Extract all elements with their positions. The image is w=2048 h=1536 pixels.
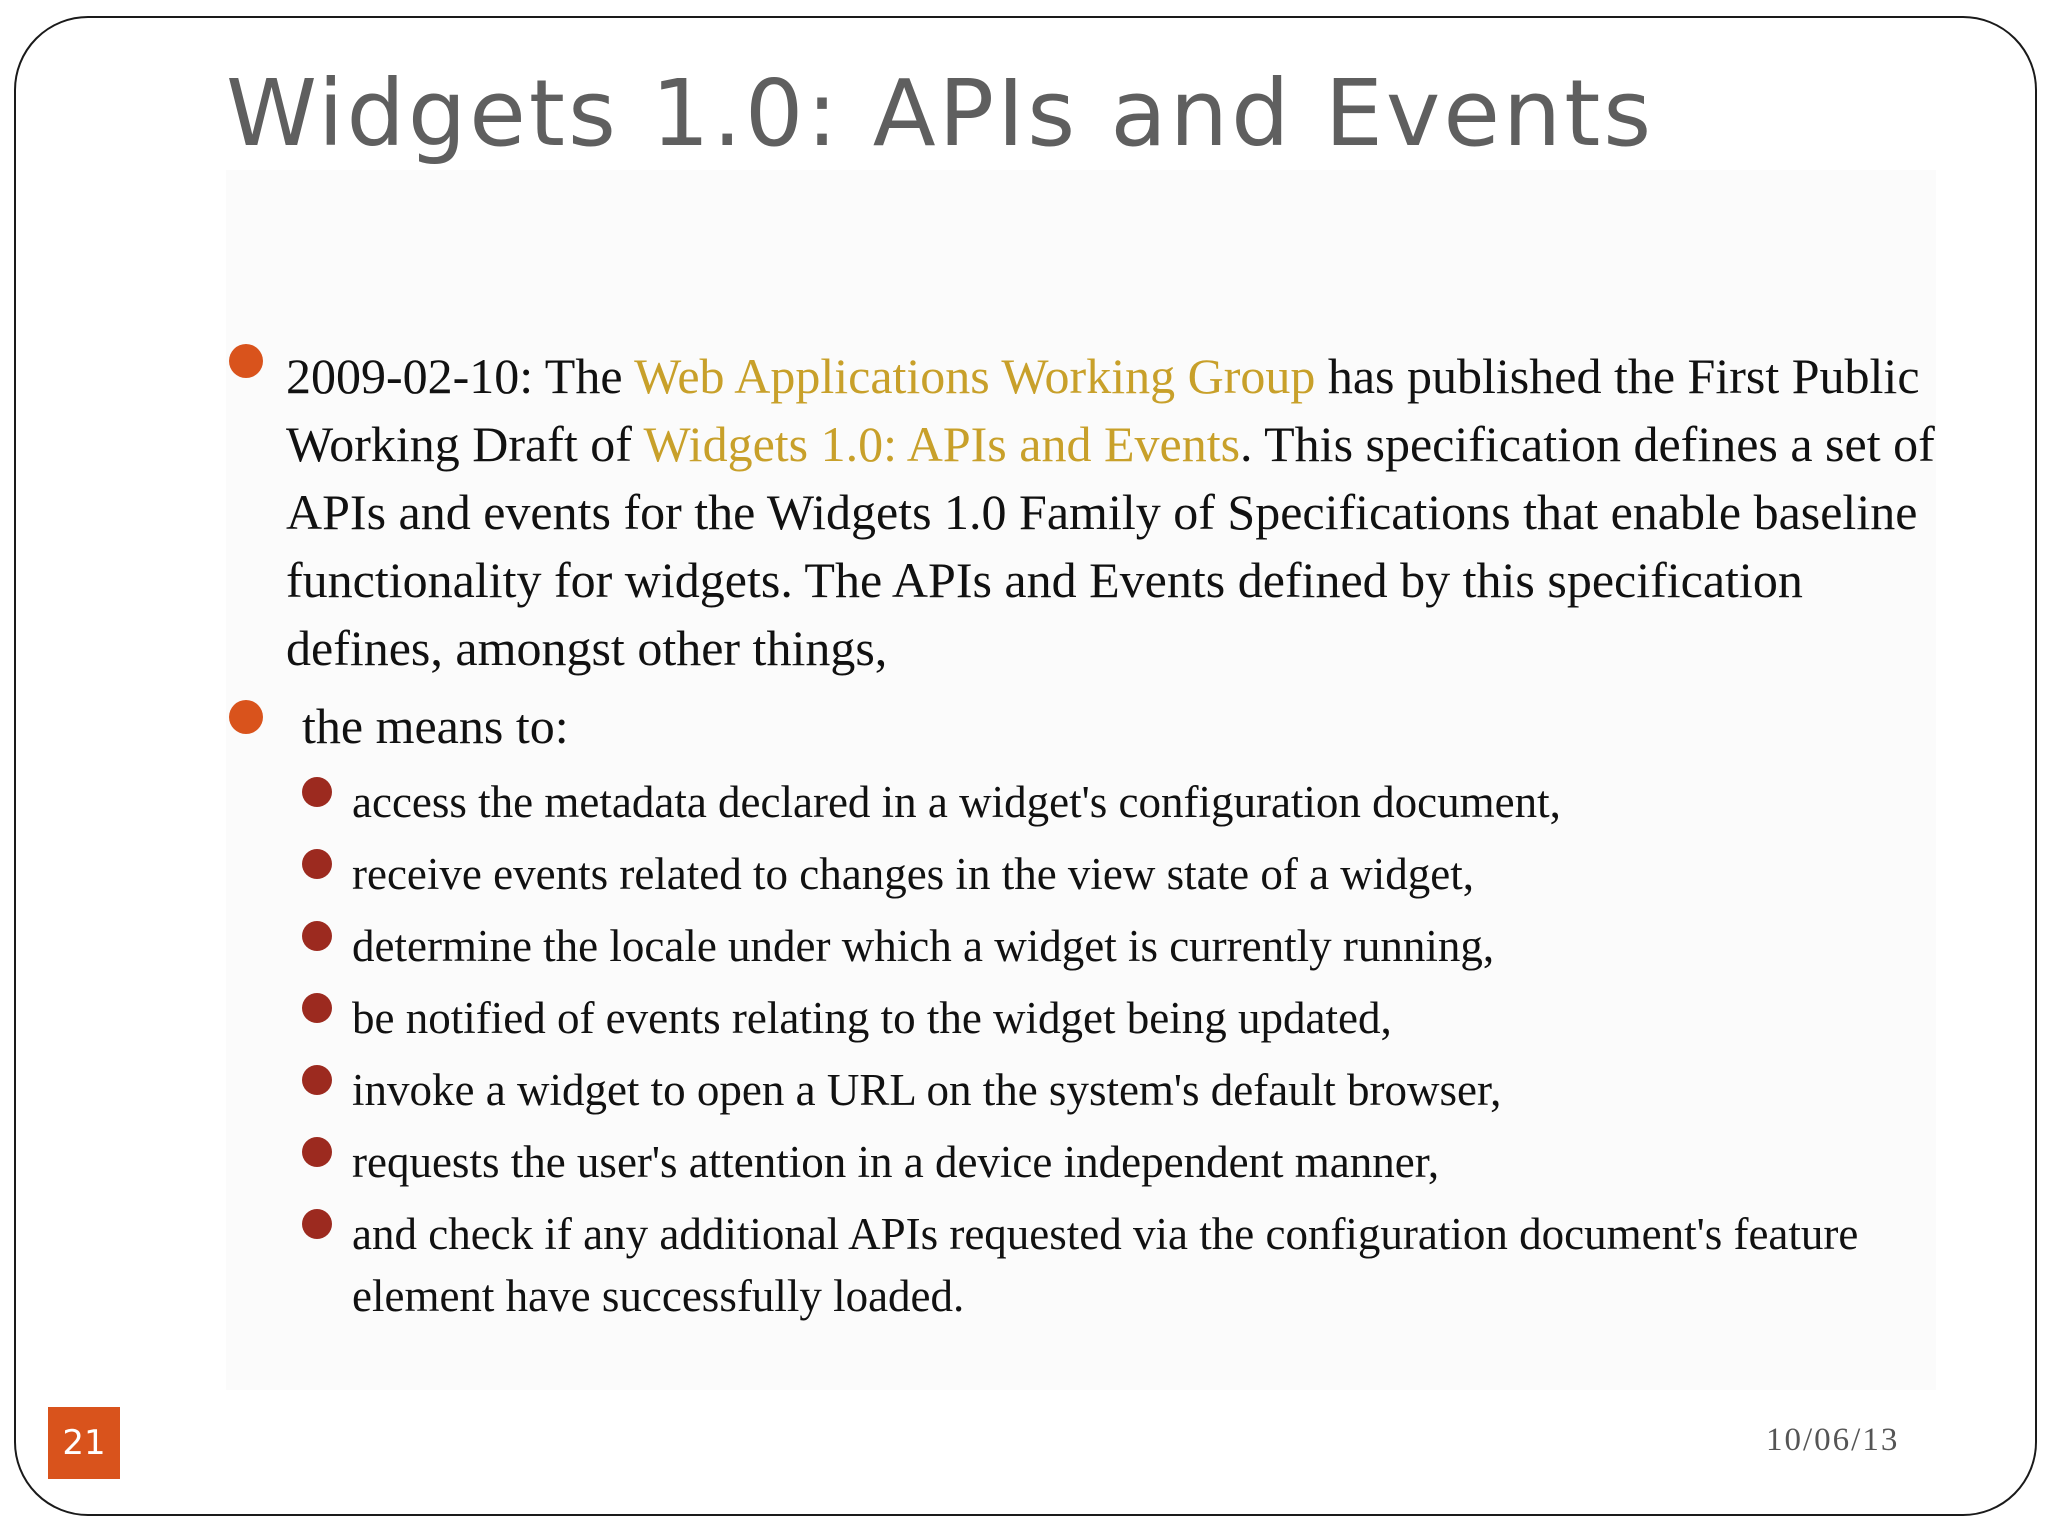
slide-date: 10/06/13 xyxy=(1766,1422,1900,1458)
bullet-paragraph-2: the means to: xyxy=(302,698,569,754)
bullet-1-text-part2: has published the First Public Working Draft of xyxy=(286,348,1920,472)
web-apps-working-group-link[interactable]: Web Applications Working Group xyxy=(634,348,1316,404)
sub-bullet-dot-icon xyxy=(302,993,332,1023)
bullet-1-text-part3: . This specification defines a set of APIs and events for the Widgets 1.0 Family of Specifications that enable baseline functionality for widgets. The APIs and Events defined by this specification defines, amongst other things, xyxy=(286,416,1935,676)
slide-number-badge: 21 xyxy=(48,1407,120,1479)
sub-item-open-url: invoke a widget to open a URL on the system's default browser, xyxy=(352,1065,1502,1115)
sub-bullet-dot-icon xyxy=(302,1065,332,1095)
sub-bullet-dot-icon xyxy=(302,777,332,807)
sub-item-updated: be notified of events relating to the widget being updated, xyxy=(352,993,1392,1043)
sub-item-attention: requests the user's attention in a device independent manner, xyxy=(352,1137,1440,1187)
bullet-1-text-part1: 2009-02-10: The xyxy=(286,348,635,404)
sub-item-additional-apis: and check if any additional APIs requested via the configuration document's feature element have successfully loaded. xyxy=(352,1209,1859,1321)
bullet-dot-icon xyxy=(229,700,263,734)
sub-bullet-dot-icon xyxy=(302,1209,332,1239)
sub-bullet-dot-icon xyxy=(302,849,332,879)
sub-bullet-dot-icon xyxy=(302,1137,332,1167)
sub-bullet-dot-icon xyxy=(302,921,332,951)
bullet-paragraph-1 xyxy=(286,342,1946,682)
sub-item-metadata: access the metadata declared in a widget's configuration document, xyxy=(352,777,1561,827)
widgets-spec-link[interactable]: Widgets 1.0: APIs and Events xyxy=(643,416,1241,472)
sub-item-view-state: receive events related to changes in the view state of a widget, xyxy=(352,849,1475,899)
slide-title: Widgets 1.0: APIs and Events xyxy=(226,60,1655,167)
sub-item-locale: determine the locale under which a widget is currently running, xyxy=(352,921,1495,971)
bullet-dot-icon xyxy=(229,344,263,378)
